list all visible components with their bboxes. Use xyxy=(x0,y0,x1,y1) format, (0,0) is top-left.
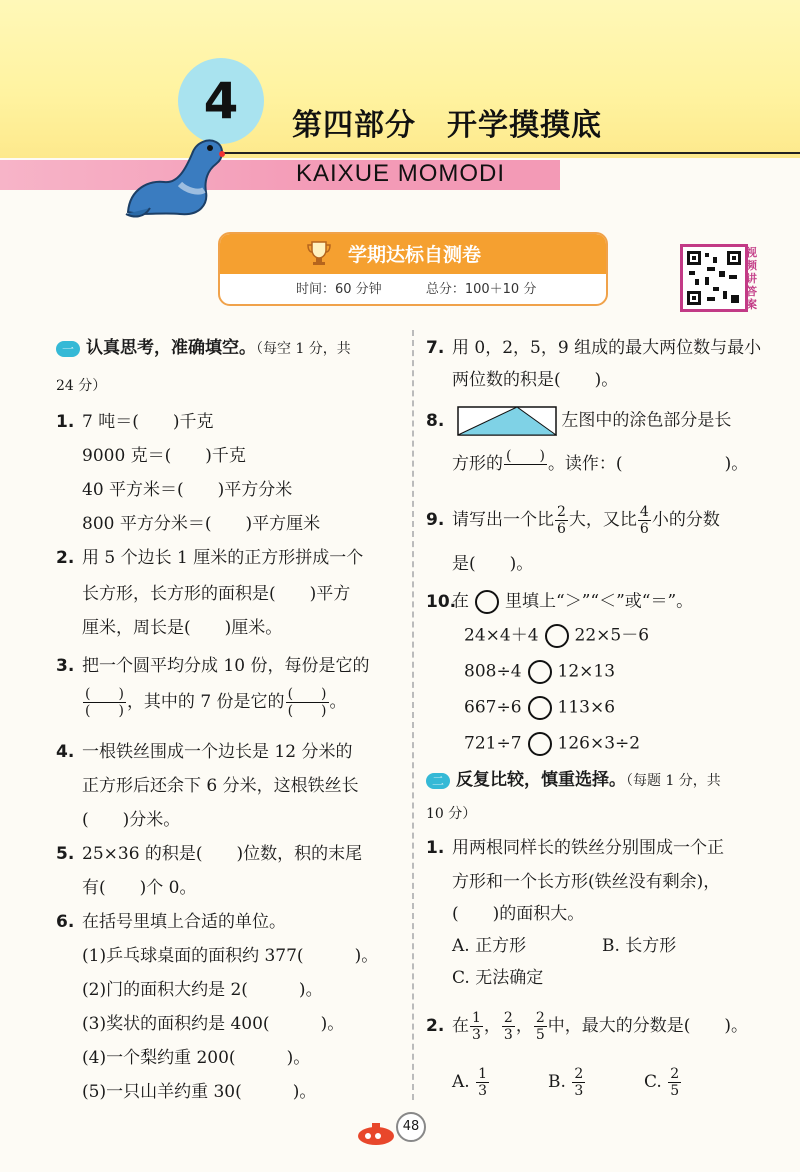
s2q2-opt-a-label: A. xyxy=(452,1072,470,1092)
q3-fraction-2 xyxy=(286,686,329,719)
s2q1-option-b[interactable]: B. 长方形 xyxy=(602,936,677,956)
s2q2-option-a[interactable] xyxy=(452,1066,490,1099)
q6-line0 xyxy=(56,912,286,932)
q8-f-num: ( ) xyxy=(506,448,545,464)
q5-l1-text: 25×36 的积是( )位数，积的末尾 xyxy=(82,844,363,864)
q8-rectangle-figure xyxy=(457,406,557,436)
s2q1-option-a[interactable]: A. 正方形 xyxy=(452,936,527,956)
q1-c: 40 平方米＝( )平方分米 xyxy=(82,480,293,500)
q1-number: 1. xyxy=(56,412,75,432)
q10-b: 里填上“＞”“＜”或“＝”。 xyxy=(505,591,694,612)
s2q2-f3-den: 5 xyxy=(535,1027,545,1043)
q10-row xyxy=(464,660,615,684)
q6-item: (5)一只山羊约重 30( )。 xyxy=(82,1082,317,1102)
s2q2-opt-b-fraction xyxy=(572,1066,585,1099)
q3-line1 xyxy=(56,656,369,676)
section1-note-cont: 24 分） xyxy=(56,378,107,394)
q8-line1 xyxy=(426,406,731,436)
compare-circle-icon[interactable] xyxy=(545,624,569,648)
section1-note: （每空 1 分，共 xyxy=(256,341,351,357)
q6-item: (4)一个梨约重 200( )。 xyxy=(82,1048,311,1068)
q3-f2-num: ( ) xyxy=(287,686,327,702)
s2q2-f2-den: 3 xyxy=(503,1027,513,1043)
qr-label: 视频讲答案 xyxy=(746,246,757,311)
s2q1-line1 xyxy=(426,838,724,858)
q3-f2-den: ( ) xyxy=(287,703,327,719)
q3-f1-den: ( ) xyxy=(85,703,124,719)
q10-row-left: 721÷7 xyxy=(464,733,522,754)
q2-line3: 厘米，周长是( )厘米。 xyxy=(82,618,283,638)
s2q1-line3: ( )的面积大。 xyxy=(452,904,585,924)
s2q2-fraction-3 xyxy=(534,1010,547,1043)
s2q2-sep: ， xyxy=(483,1016,501,1036)
test-title: 学期达标自测卷 xyxy=(348,244,482,266)
q10-row-right: 126×3÷2 xyxy=(557,733,641,754)
q6-item: (2)门的面积大约是 2( )。 xyxy=(82,980,323,1000)
s2q2-number: 2. xyxy=(426,1016,445,1036)
q9-f2-den: 6 xyxy=(639,521,649,537)
s2q2-oc-num: 2 xyxy=(670,1066,680,1082)
section2-badge: 二 xyxy=(426,773,450,789)
q3-fraction-1 xyxy=(83,686,126,719)
section1-badge: 一 xyxy=(56,341,80,357)
s2q2-fraction-2 xyxy=(502,1010,515,1043)
q5-number: 5. xyxy=(56,844,75,864)
q4-number: 4. xyxy=(56,742,75,762)
s2q2-oc-den: 5 xyxy=(670,1083,680,1099)
q10-row-left: 808÷4 xyxy=(464,661,522,682)
section2-title: 反复比较，慎重选择。 xyxy=(456,770,626,790)
s2q2-opt-a-fraction xyxy=(476,1066,489,1099)
s2q2-opt-b-label: B. xyxy=(548,1072,566,1092)
q4-line3: ( )分米。 xyxy=(82,810,181,830)
q2-line2: 长方形，长方形的面积是( )平方 xyxy=(82,584,351,604)
q10-row xyxy=(464,696,615,720)
q10-row-left: 24×4＋4 xyxy=(464,625,539,646)
s2q2-oa-den: 3 xyxy=(478,1083,488,1099)
test-header xyxy=(220,234,606,274)
q10-number: 10. xyxy=(426,591,457,612)
s2q2-line1 xyxy=(426,1010,748,1043)
q9-fraction-1 xyxy=(555,504,568,537)
s2q2-f1-num: 1 xyxy=(472,1010,481,1026)
s2q2-b: 中，最大的分数是( )。 xyxy=(547,1016,749,1036)
q8-l2b: 。读作：( )。 xyxy=(547,454,749,474)
title-rule xyxy=(218,152,800,154)
q1-d: 800 平方分米＝( )平方厘米 xyxy=(82,514,321,534)
section1-title: 认真思考，准确填空。 xyxy=(86,338,256,358)
s2q1-option-c[interactable]: C. 无法确定 xyxy=(452,968,544,988)
page-subtitle: KAIXUE MOMODI xyxy=(296,160,506,187)
q10-row-left: 667÷6 xyxy=(464,697,522,718)
compare-circle-icon[interactable] xyxy=(528,660,552,684)
q7-l1-text: 用 0，2，5，9 组成的最大两位数与最小 xyxy=(452,338,762,358)
q9-f1-num: 2 xyxy=(557,504,566,520)
q9-number: 9. xyxy=(426,510,445,530)
q8-l1-text: 左图中的涂色部分是长 xyxy=(561,410,732,431)
s2q1-line2: 方形和一个长方形(铁丝没有剩余)， xyxy=(452,872,721,892)
compare-circle-icon[interactable] xyxy=(528,696,552,720)
q3-l1-text: 把一个圆平均分成 10 份，每份是它的 xyxy=(82,656,370,676)
q10-a: 在 xyxy=(452,591,469,612)
q9-f2-num: 4 xyxy=(639,504,649,520)
q7-line1 xyxy=(426,338,761,358)
q2-line1 xyxy=(56,548,363,568)
q10-row xyxy=(464,624,649,648)
s2q2-sep: ， xyxy=(515,1016,533,1036)
q3-mid-text: ，其中的 7 份是它的 xyxy=(126,692,285,712)
q3-number: 3. xyxy=(56,656,75,676)
q7-number: 7. xyxy=(426,338,445,358)
s2q2-f3-num: 2 xyxy=(535,1010,545,1026)
section2-heading xyxy=(426,770,721,791)
s2q2-oa-num: 1 xyxy=(478,1066,488,1082)
q1-a xyxy=(56,412,213,432)
q8-l2a: 方形的 xyxy=(452,454,503,474)
q4-line2: 正方形后还余下 6 分米，这根铁丝长 xyxy=(82,776,359,796)
q10-line1 xyxy=(426,590,693,614)
page-number: 48 xyxy=(396,1112,426,1142)
test-meta xyxy=(296,278,576,297)
trophy-icon xyxy=(304,238,334,268)
s2q2-opt-c-fraction xyxy=(668,1066,681,1099)
s2q1-number: 1. xyxy=(426,838,445,858)
test-info-box xyxy=(218,232,608,306)
s2q2-option-b[interactable] xyxy=(548,1066,586,1099)
s2q2-f1-den: 3 xyxy=(472,1027,481,1043)
test-time: 时间：60 分钟 xyxy=(296,282,382,297)
q9-line2: 是( )。 xyxy=(452,554,534,574)
q2-l1-text: 用 5 个边长 1 厘米的正方形拼成一个 xyxy=(82,548,364,568)
s2q2-opt-c-label: C. xyxy=(644,1072,662,1092)
part-number: 4 xyxy=(203,72,239,130)
s2q2-ob-num: 2 xyxy=(574,1066,584,1082)
q9-b: 大，又比 xyxy=(568,510,637,530)
q8-number: 8. xyxy=(426,410,445,431)
q10-row xyxy=(464,732,640,756)
section1-heading xyxy=(56,338,351,359)
column-divider xyxy=(412,330,414,1100)
s2q2-a: 在 xyxy=(452,1016,469,1036)
q2-number: 2. xyxy=(56,548,75,568)
q8-line2 xyxy=(452,448,748,481)
q3-end: 。 xyxy=(329,692,347,712)
q3-line2 xyxy=(82,686,347,719)
s2q2-ob-den: 3 xyxy=(574,1083,584,1099)
q5-line2: 有( )个 0。 xyxy=(82,878,197,898)
submarine-icon xyxy=(354,1118,398,1148)
q4-l1-text: 一根铁丝围成一个边长是 12 分米的 xyxy=(82,742,353,762)
q4-line1 xyxy=(56,742,352,762)
test-score: 总分：100＋10 分 xyxy=(425,282,537,297)
q10-row-right: 22×5－6 xyxy=(574,625,650,646)
q3-f1-num: ( ) xyxy=(85,686,124,702)
q6-item: (1)乒乓球桌面的面积约 377( )。 xyxy=(82,946,379,966)
s2q1-l1-text: 用两根同样长的铁丝分别围成一个正 xyxy=(452,838,724,858)
q9-a: 请写出一个比 xyxy=(452,510,554,530)
q6-item: (3)奖状的面积约是 400( )。 xyxy=(82,1014,345,1034)
q10-row-right: 12×13 xyxy=(557,661,616,682)
section2-note: （每题 1 分，共 xyxy=(626,773,721,789)
q8-fraction xyxy=(504,448,547,481)
q9-c: 小的分数 xyxy=(651,510,720,530)
s2q2-f2-num: 2 xyxy=(503,1010,513,1026)
q6-l0-text: 在括号里填上合适的单位。 xyxy=(82,912,286,932)
compare-circle-icon[interactable] xyxy=(528,732,552,756)
q7-line2: 两位数的积是( )。 xyxy=(452,370,619,390)
q9-f1-den: 6 xyxy=(557,521,566,537)
q1-b: 9000 克＝( )千克 xyxy=(82,446,246,466)
section2-note-cont: 10 分） xyxy=(426,806,477,822)
q1-a-text: 7 吨＝( )千克 xyxy=(82,412,214,432)
qr-code-icon[interactable] xyxy=(680,244,748,312)
q9-fraction-2 xyxy=(638,504,651,537)
page-title: 第四部分 开学摸摸底 xyxy=(292,108,602,143)
s2q2-fraction-1 xyxy=(470,1010,483,1043)
q5-line1 xyxy=(56,844,362,864)
s2q2-option-c[interactable] xyxy=(644,1066,682,1099)
compare-circle-icon xyxy=(475,590,499,614)
seal-mascot-icon xyxy=(120,128,230,220)
q9-line1 xyxy=(426,504,720,537)
q6-number: 6. xyxy=(56,912,75,932)
q10-row-right: 113×6 xyxy=(557,697,616,718)
